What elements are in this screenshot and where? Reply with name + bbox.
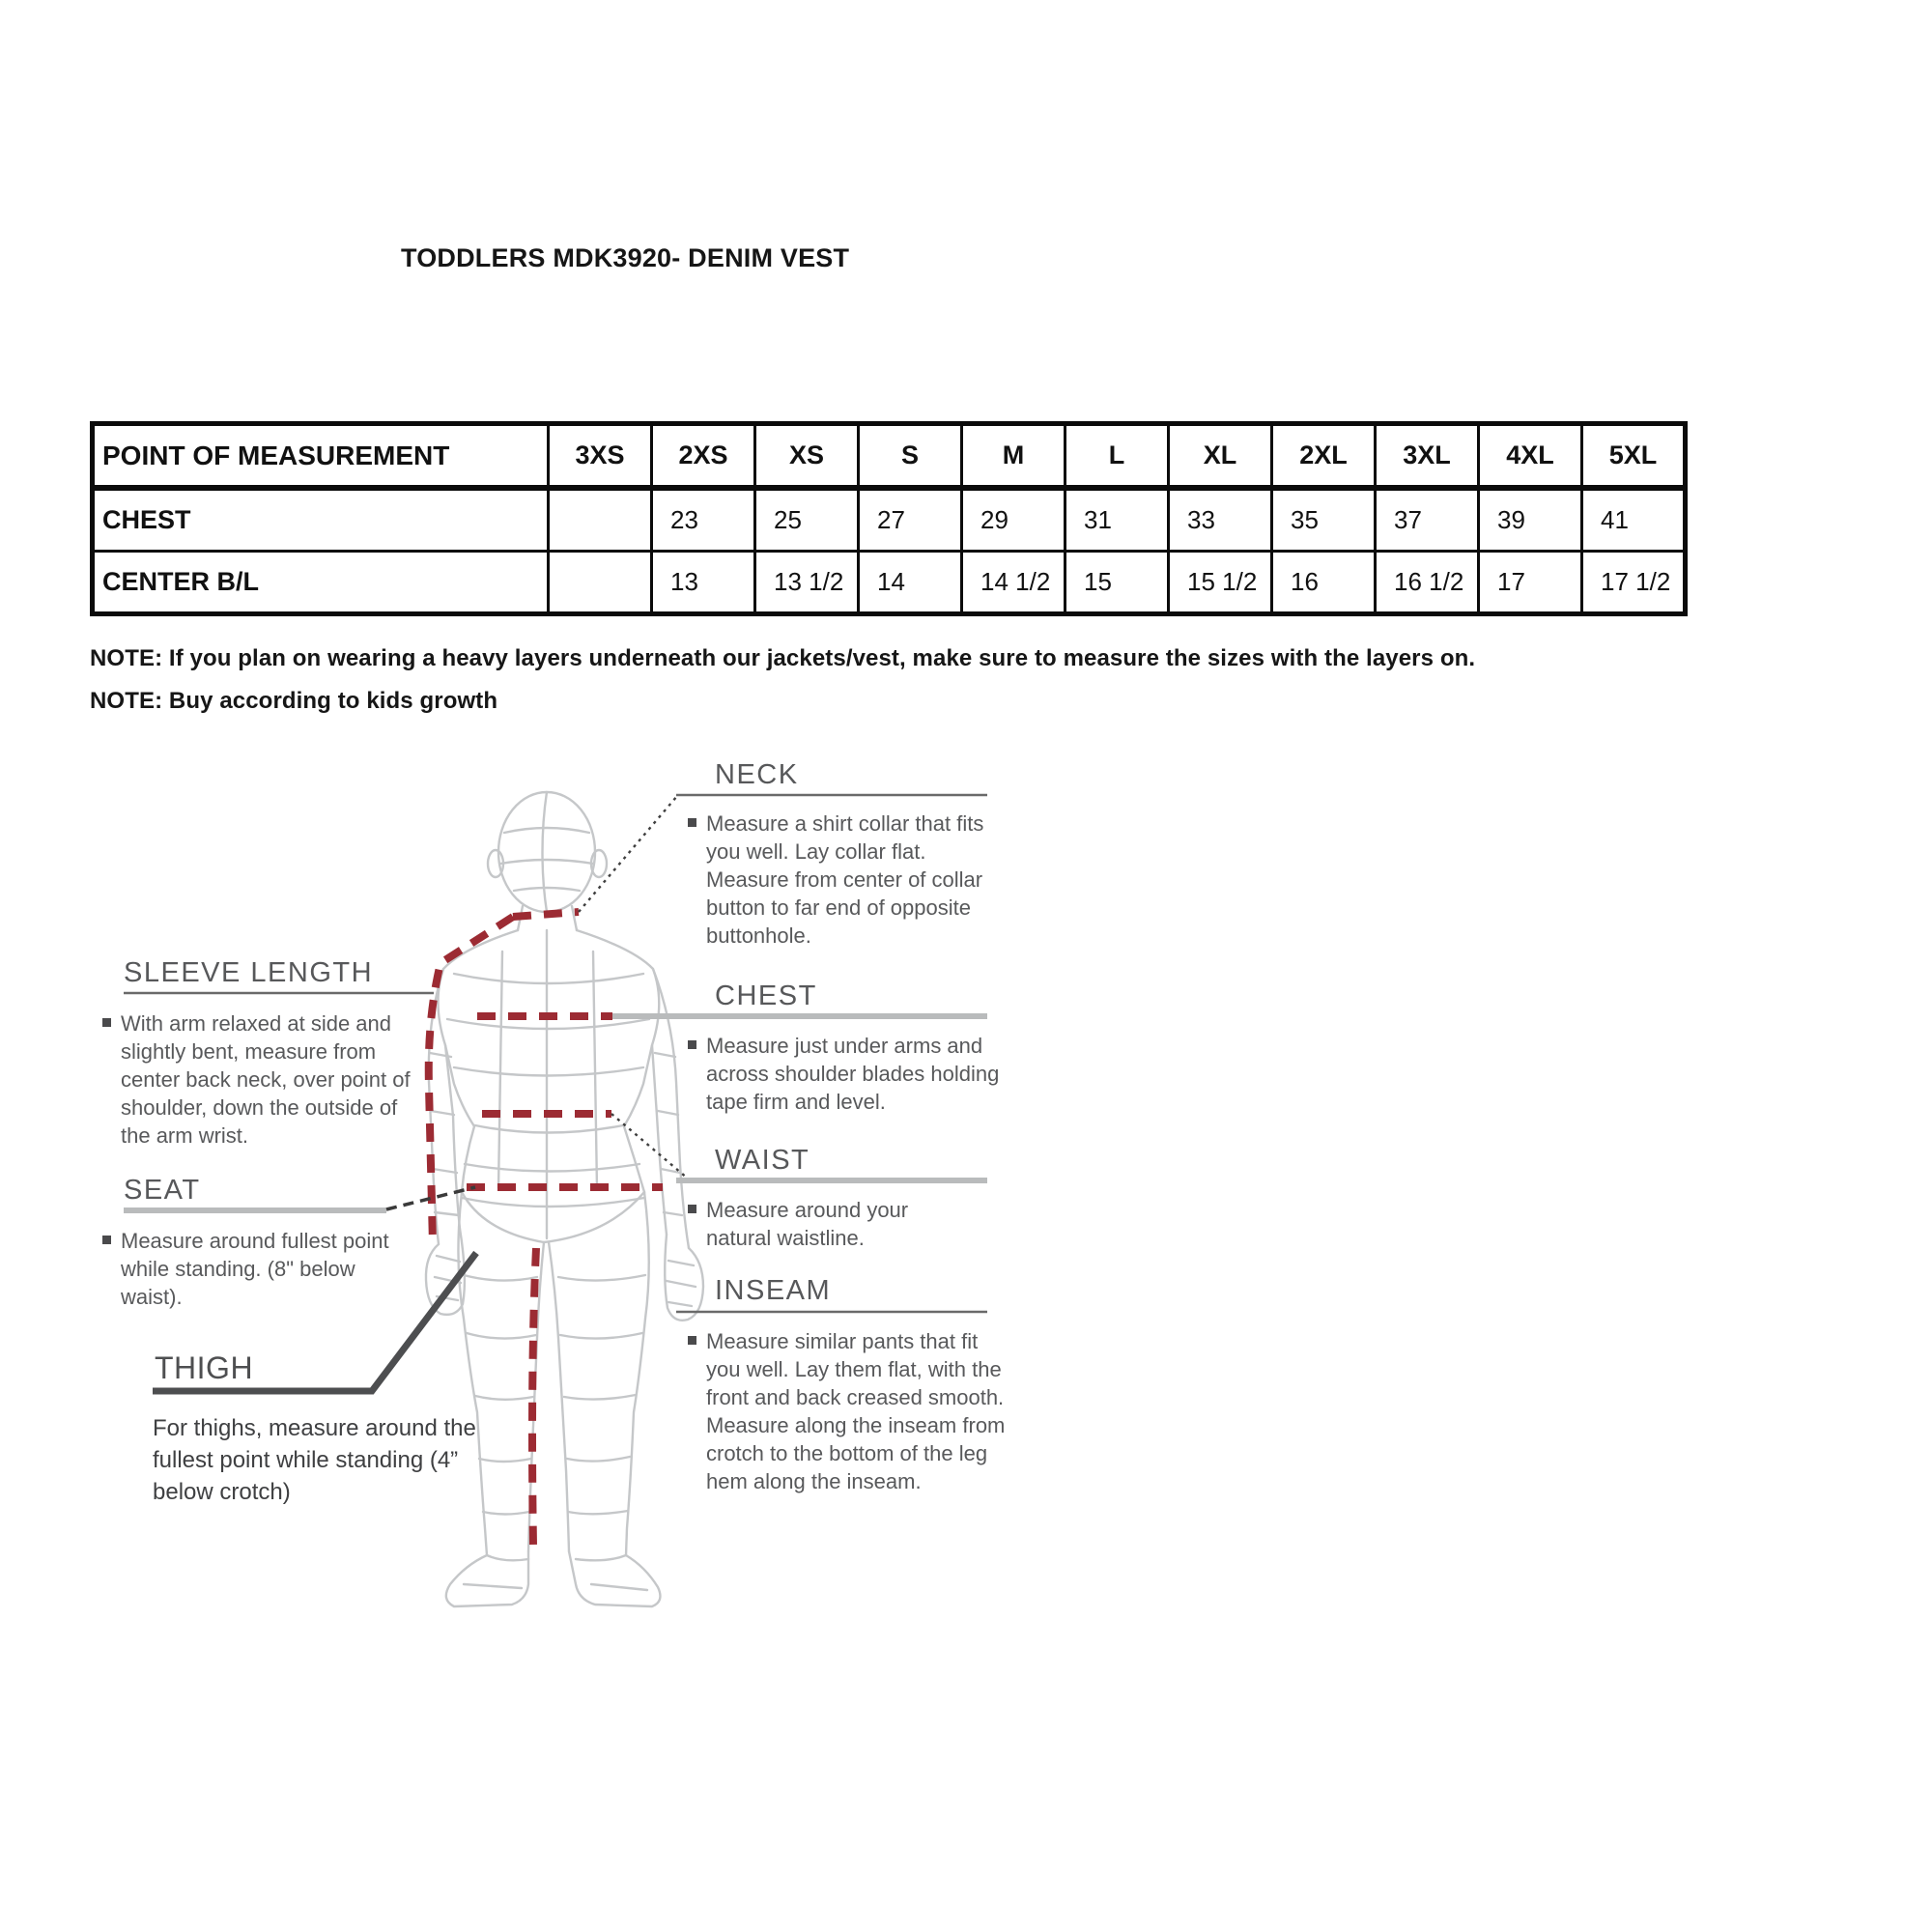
size-value-cell: 16 1/2 bbox=[1376, 552, 1479, 614]
column-header-point-of-measurement: POINT OF MEASUREMENT bbox=[93, 424, 549, 489]
size-value-cell: 14 bbox=[859, 552, 962, 614]
column-header-size: M bbox=[962, 424, 1065, 489]
size-value-cell: 14 1/2 bbox=[962, 552, 1065, 614]
sleeve-length-heading: SLEEVE LENGTH bbox=[124, 957, 374, 988]
neck-measure-line bbox=[513, 912, 579, 917]
thigh-instructions: For thighs, measure around the fullest point while standing (4” below crotch) bbox=[153, 1415, 476, 1505]
size-value-cell: 35 bbox=[1272, 488, 1376, 552]
size-value-cell: 33 bbox=[1169, 488, 1272, 552]
column-header-size: L bbox=[1065, 424, 1169, 489]
size-value-cell: 17 bbox=[1479, 552, 1582, 614]
row-label: CENTER B/L bbox=[93, 552, 549, 614]
size-value-cell: 23 bbox=[652, 488, 755, 552]
bullet-square-icon bbox=[102, 1018, 111, 1027]
neck-instructions: Measure a shirt collar that fits you well. Lay collar flat. Measure from center of collar button to far end of opposite buttonhole. bbox=[688, 810, 1007, 950]
size-value-cell: 39 bbox=[1479, 488, 1582, 552]
sleeve-length-instructions: With arm relaxed at side and slightly bent, measure from center back neck, over point of shoulder, down the outside of the arm wrist. bbox=[102, 1009, 421, 1150]
thigh-heading: THIGH bbox=[155, 1350, 254, 1385]
chest-heading: CHEST bbox=[715, 980, 817, 1011]
chest-instructions: Measure just under arms and across shoulder blades holding tape firm and level. bbox=[688, 1032, 1007, 1116]
size-value-cell: 29 bbox=[962, 488, 1065, 552]
column-header-size: 5XL bbox=[1582, 424, 1686, 489]
size-value-cell: 15 1/2 bbox=[1169, 552, 1272, 614]
size-value-cell: 41 bbox=[1582, 488, 1686, 552]
bullet-square-icon bbox=[688, 1336, 696, 1345]
column-header-size: 2XS bbox=[652, 424, 755, 489]
size-value-cell: 25 bbox=[755, 488, 859, 552]
size-value-cell: 31 bbox=[1065, 488, 1169, 552]
size-value-cell: 17 1/2 bbox=[1582, 552, 1686, 614]
column-header-size: XS bbox=[755, 424, 859, 489]
size-value-cell: 16 bbox=[1272, 552, 1376, 614]
column-header-size: 3XS bbox=[549, 424, 652, 489]
bullet-square-icon bbox=[688, 1040, 696, 1049]
inseam-heading: INSEAM bbox=[715, 1275, 832, 1306]
bullet-square-icon bbox=[688, 1205, 696, 1213]
note-layers: NOTE: If you plan on wearing a heavy layers underneath our jackets/vest, make sure to measure the sizes with the layers on. bbox=[90, 645, 1476, 671]
bullet-square-icon bbox=[688, 818, 696, 827]
size-value-cell: 13 bbox=[652, 552, 755, 614]
waist-instructions: Measure around your natural waistline. bbox=[688, 1196, 978, 1252]
column-header-size: 4XL bbox=[1479, 424, 1582, 489]
column-header-size: S bbox=[859, 424, 962, 489]
size-value-cell: 13 1/2 bbox=[755, 552, 859, 614]
bullet-square-icon bbox=[102, 1236, 111, 1244]
size-value-cell: 15 bbox=[1065, 552, 1169, 614]
column-header-size: XL bbox=[1169, 424, 1272, 489]
size-value-cell: 27 bbox=[859, 488, 962, 552]
note-growth: NOTE: Buy according to kids growth bbox=[90, 688, 498, 714]
page-title: TODDLERS MDK3920- DENIM VEST bbox=[401, 243, 850, 272]
row-label: CHEST bbox=[93, 488, 549, 552]
waist-heading: WAIST bbox=[715, 1145, 810, 1176]
seat-heading: SEAT bbox=[124, 1175, 201, 1206]
column-header-size: 3XL bbox=[1376, 424, 1479, 489]
seat-instructions: Measure around fullest point while standing. (8" below waist). bbox=[102, 1227, 392, 1311]
size-value-cell: 37 bbox=[1376, 488, 1479, 552]
column-header-size: 2XL bbox=[1272, 424, 1376, 489]
inseam-instructions: Measure similar pants that fit you well. Lay them flat, with the front and back creased smooth. Measure along the inseam from crotch to the bottom of the leg hem along the inseam. bbox=[688, 1327, 1011, 1495]
neck-heading: NECK bbox=[715, 759, 799, 790]
